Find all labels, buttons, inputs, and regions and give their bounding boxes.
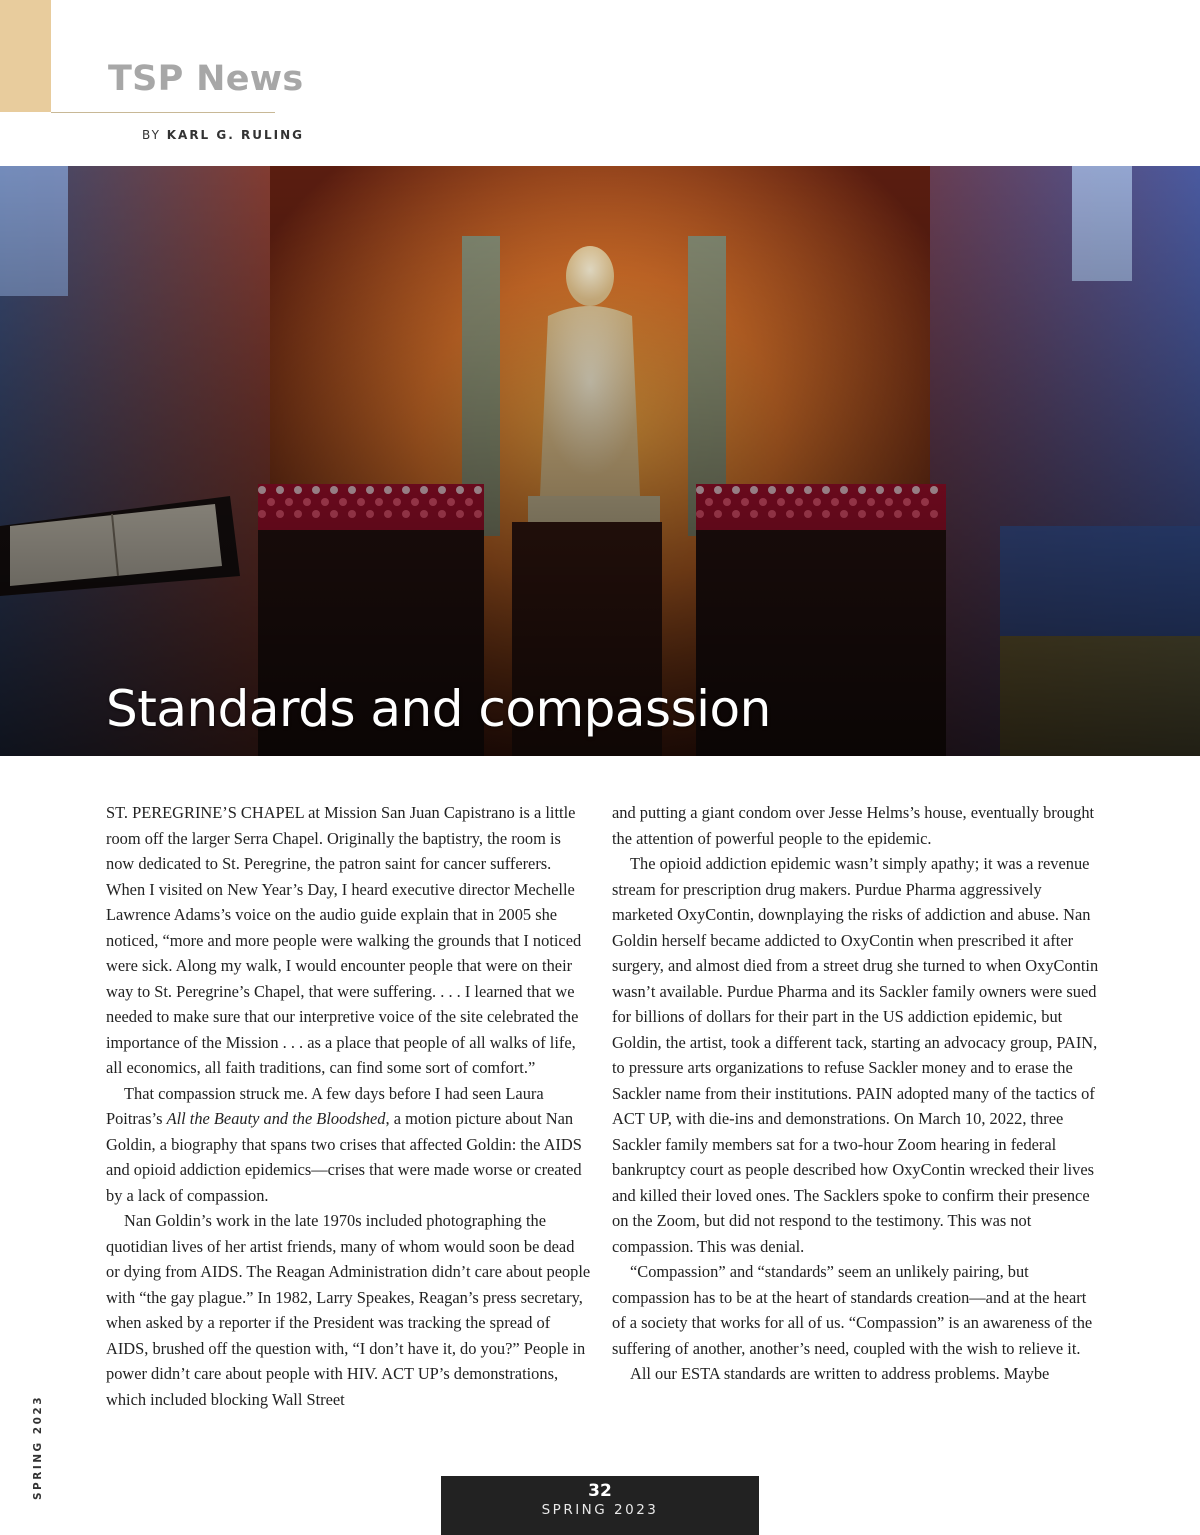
paragraph: That compassion struck me. A few days before I had seen Laura Poitras’s All the Beauty and the Bloodshed, a motion picture about Nan Goldin, a biography that spans two crises that affected Goldin: the AIDS and opioid addiction epidemics—crises that were made worse or created by a lack of compassion. bbox=[106, 1083, 582, 1205]
page-footer bbox=[441, 1476, 759, 1535]
paragraph: All our ESTA standards are written to address problems. Maybe bbox=[630, 1364, 1050, 1383]
paragraph: and putting a giant condom over Jesse Helms’s house, eventually brought the attention of powerful people to the epidemic. bbox=[612, 803, 1095, 848]
byline-author: KARL G. RULING bbox=[166, 128, 304, 142]
article-column-left bbox=[106, 800, 592, 1412]
section-title: TSP News bbox=[108, 59, 304, 99]
side-issue-label: SPRING 2023 bbox=[32, 1394, 44, 1500]
hero-image bbox=[0, 166, 1200, 756]
paragraph: The opioid addiction epidemic wasn’t simply apathy; it was a revenue stream for prescription drug makers. Purdue Pharma aggressively marketed OxyContin, downplaying the risks of addiction and abuse. Nan Goldin herself became addicted to OxyContin when prescribed it after surgery, and almost died from a street drug she turned to when OxyContin wasn’t available. Purdue Pharma and its Sackler family owners were sued for billions of dollars for their part in the US addiction epidemic, but Goldin, the artist, took a different tack, starting an advocacy group, PAIN, to pressure arts organizations to refuse Sackler money and to erase the Sackler name from their institutions. PAIN adopted many of the tactics of ACT UP, with die-ins and demonstrations. On March 10, 2022, three Sackler family members sat for a two-hour Zoom hearing in federal bankruptcy court as people described how OxyContin wrecked their lives and killed their loved ones. The Sacklers spoke to confirm their presence on the Zoom, but did not respond to the testimony. This was not compassion. This was denial. bbox=[612, 854, 1099, 1256]
footer-issue: SPRING 2023 bbox=[541, 1502, 659, 1518]
page-number: 32 bbox=[588, 1481, 612, 1501]
chapel-photo bbox=[0, 166, 1200, 756]
article-headline: Standards and compassion bbox=[106, 680, 771, 738]
paragraph: “Compassion” and “standards” seem an unlikely pairing, but compassion has to be at the heart of standards creation—and at the heart of a society that works for all of us. “Compassion” is an awareness of the suffering of another, another’s need, coupled with the wish to relieve it. bbox=[612, 1262, 1093, 1358]
section-tab-accent bbox=[0, 0, 51, 112]
byline-prefix: BY bbox=[142, 128, 167, 142]
section-divider bbox=[51, 112, 275, 113]
paragraph: Nan Goldin’s work in the late 1970s included photographing the quotidian lives of her artist friends, many of whom would soon be dead or dying from AIDS. The Reagan Administration didn’t care about people with “the gay plague.” In 1982, Larry Speakes, Reagan’s press secretary, when asked by a reporter if the President was tracking the spread of AIDS, brushed off the question with, “I don’t have it, do you?” People in power didn’t care about people with HIV. ACT UP’s demonstrations, which included blocking Wall Street bbox=[106, 1211, 591, 1409]
film-title: All the Beauty and the Bloodshed bbox=[166, 1109, 386, 1128]
article-column-right bbox=[612, 800, 1100, 1387]
paragraph: ST. PEREGRINE’S CHAPEL at Mission San Juan Capistrano is a little room off the larger Serra Chapel. Originally the baptistry, the room is now dedicated to St. Peregrine, the patron saint for cancer sufferers. When I visited on New Year’s Day, I heard executive director Mechelle Lawrence Adams’s voice on the audio guide explain that in 2005 she noticed, “more and more people were walking the grounds that I noticed were sick. Along my walk, I would encounter people that were on their way to St. Peregrine’s Chapel, that were suffering. . . . I learned that we needed to make sure that our interpretive voice of the site celebrated the importance of the Mission . . . as a place that people of all walks of life, all economics, all faith traditions, can find some sort of comfort.” bbox=[106, 803, 582, 1077]
byline bbox=[142, 128, 304, 142]
